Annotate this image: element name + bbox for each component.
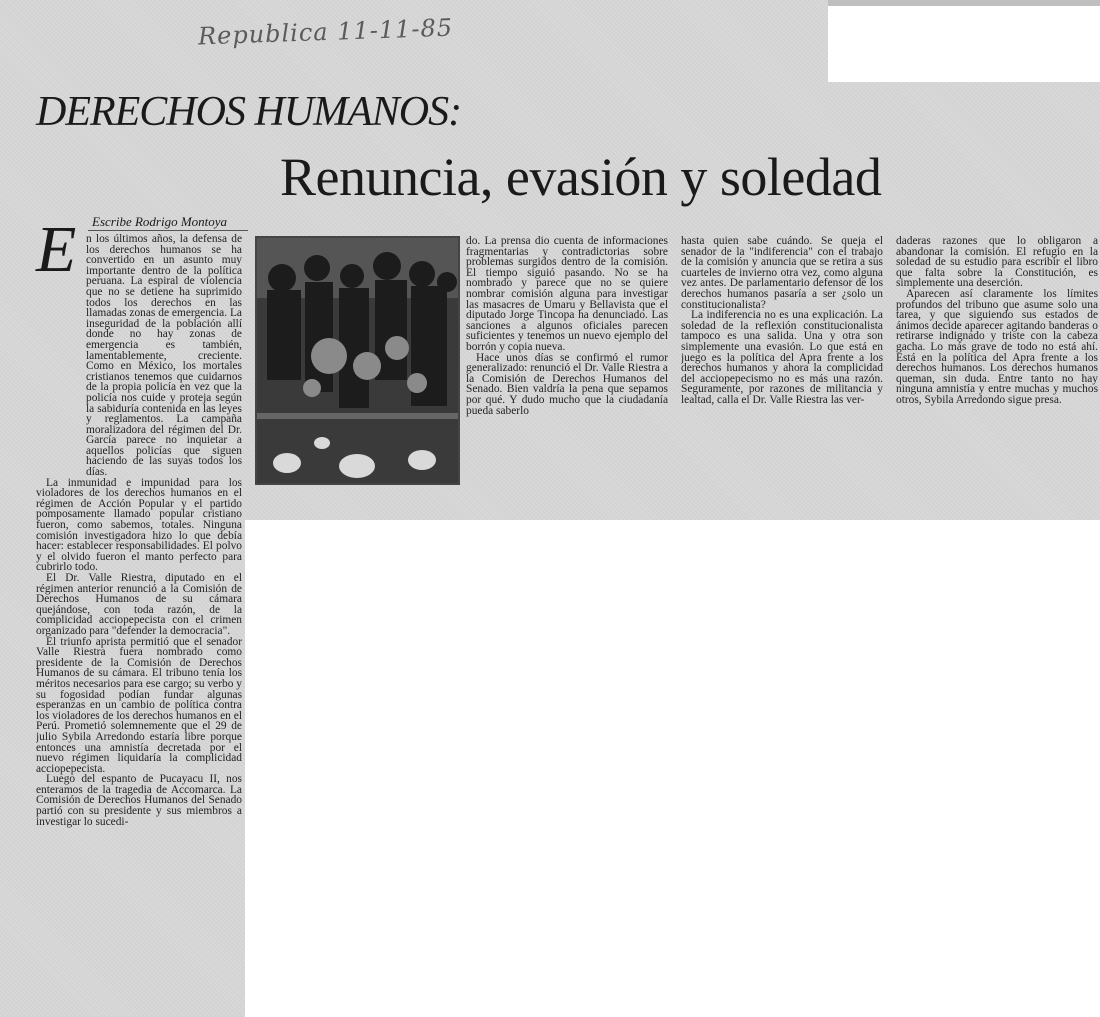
- paragraph: hasta quien sabe cuándo. Se queja el senador de la "indiferencia" con el trabajo de la comisión y anuncia que se retira a sus cuarteles de invierno otra vez, como alguna vez antes. De parlamentario defensor de los derechos humanos pasaría a ser ¿solo un constitucionalista?: [681, 236, 883, 311]
- article-column-4: [896, 236, 1098, 486]
- drop-cap: E: [36, 213, 77, 286]
- article-column-2: [466, 236, 668, 484]
- handwritten-note: Republica 11-11-85: [197, 13, 454, 51]
- paragraph: El triunfo aprista permitió que el senador Valle Riestra fuera nombrado como presidente de la Comisión de Derechos Humanos de su cámara. El tribuno tenía los méritos necesarios para ese cargo; su verbo y su fogosidad podían fundar algunas esperanzas en un cambio de política contra los violadores de los derechos humanos en el Perú. Prometió solemnemente que el 29 de julio Sybila Arredondo estaría libre porque entonces una amnistía decretada por el nuevo régimen liquidaría la complicidad acciopepecista.: [36, 635, 242, 775]
- section-title: DERECHOS HUMANOS:: [36, 89, 462, 135]
- byline: Escribe Rodrigo Montoya: [92, 214, 228, 229]
- headline: Renuncia, evasión y soledad: [280, 147, 882, 207]
- paragraph: La indiferencia no es una explicación. La soledad de la reflexión constitucionalista tampoco es una salida. Una y otra son simplemente una evasión. Lo que está en juego es la política del Apra frente a los derechos humanos y ahora la complicidad del acciopepecismo no es más una razón. Seguramente, por razones de militancia y lealtad, calla el Dr. Valle Riestra las ver-: [681, 309, 883, 406]
- blank-area: [245, 520, 1100, 1017]
- paragraph: El Dr. Valle Riestra, diputado en el régimen anterior renunció a la Comisión de Derechos Humanos de su cámara quejándose, con toda razón, de la complicidad acciopepecista con el crimen organizado para "defender la democracia".: [36, 572, 242, 637]
- byline-rule: [88, 230, 248, 231]
- paragraph: Aparecen así claramente los límites profundos del tribuno que asume solo una tarea, y que siguiendo sus estados de ánimos decide aparecer agitando banderas o retirarse indignado y triste con la cabeza gacha. Lo más grave de todo no está ahí. Está en la política del Apra frente a los derechos humanos. Los derechos humanos queman, sin duda. Entre tanto no hay ninguna amnistía y entre muchas y muchos otros, Sybila Arredondo sigue presa.: [896, 287, 1098, 406]
- clipping-edge: [828, 0, 1100, 6]
- news-photo: [255, 236, 460, 485]
- crowd-photo-illustration: [257, 238, 458, 483]
- paragraph: do. La prensa dio cuenta de informaciones fragmentarias y contradictorias sobre problemas surgidos dentro de la comisión. El tiempo siguió pasando. No se ha nombrado y parece que no se quiere nombrar comisión alguna para investigar las masacres de Umaru y Bellavista que el diputado Jorge Tincopa ha denunciado. Las sanciones a algunos oficiales parecen suficientes y tenemos un nuevo ejemplo del borrón y copia nueva.: [466, 236, 668, 353]
- article-column-1: [36, 234, 242, 1010]
- article-column-3: [681, 236, 883, 486]
- paragraph: Luego del espanto de Pucayacu II, nos enteramos de la tragedia de Accomarca. La Comisión de Derechos Humanos del Senado partió con su presidente y sus miembros a investigar lo sucedi-: [36, 773, 242, 828]
- paragraph: La inmunidad e impunidad para los violadores de los derechos humanos en el régimen de Acción Popular y el partido pomposamente llamado popular cristiano fueron, como sabemos, totales. Ninguna comisión investigadora hizo lo que debía hacer: establecer responsabilidades. El polvo y el olvido fueron el manto perfecto para cubrirlo todo.: [36, 476, 242, 574]
- paragraph: Hace unos días se confirmó el rumor generalizado: renunció el Dr. Valle Riestra a la Comisión de Derechos Humanos del Senado. Bien valdría la pena que sepamos por qué. Y dudo mucho que la ciudadanía pueda saberlo: [466, 351, 668, 417]
- paragraph: daderas razones que lo obligaron a abandonar la comisión. El refugio en la soledad de su estudio para escribir el libro que falta sobre la Constitución, es simplemente una deserción.: [896, 236, 1098, 290]
- paragraph: n los últimos años, la defensa de los derechos humanos se ha convertido en un asunto muy importante dentro de la política peruana. La espiral de violencia que no se detiene ha suprimido todos los derechos en las llamadas zonas de emergencia. La inseguridad de la población allí donde no hay zonas de emergencia es también, lamentablemente, creciente. Como en México, los mortales cristianos tenemos que cuidarnos de la propia policía en vez que la policía nos cuide y proteja según la sabiduría contenida en las leyes y reglamentos. La campaña moralizadora del régimen del Dr. García parece no inquietar a aquellos policías que siguen haciendo de las suyas todos los días.: [86, 234, 242, 479]
